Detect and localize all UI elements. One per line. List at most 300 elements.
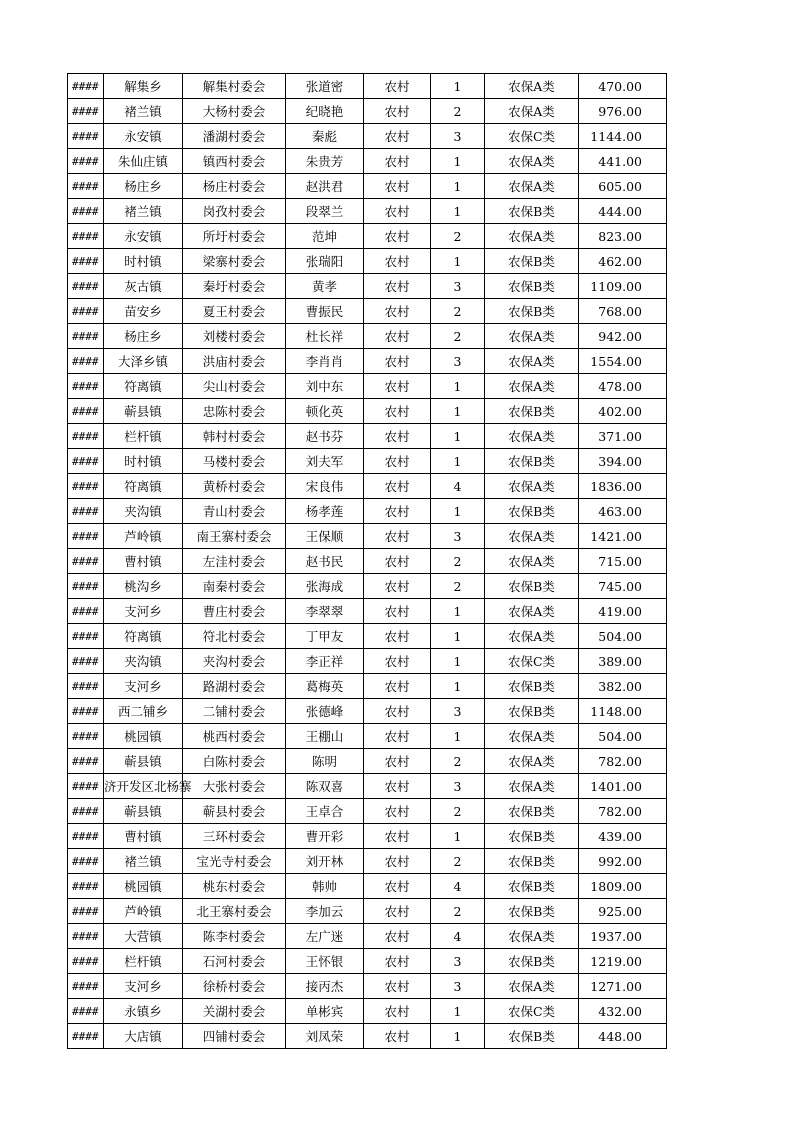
row-id-cell: ####	[68, 324, 104, 349]
row-id-cell: ####	[68, 874, 104, 899]
name-cell: 张道密	[286, 74, 364, 99]
category-cell: 农保C类	[485, 649, 579, 674]
row-id-cell: ####	[68, 699, 104, 724]
town-cell: 朱仙庄镇	[104, 149, 183, 174]
village-cell: 桃东村委会	[183, 874, 286, 899]
amount-cell: 448.00	[579, 1024, 667, 1049]
name-cell: 刘开林	[286, 849, 364, 874]
table-row	[68, 74, 667, 99]
area-type-cell: 农村	[364, 649, 431, 674]
row-id-cell: ####	[68, 199, 104, 224]
town-cell: 时村镇	[104, 449, 183, 474]
category-cell: 农保A类	[485, 349, 579, 374]
count-cell: 2	[431, 799, 485, 824]
name-cell: 宋良伟	[286, 474, 364, 499]
category-cell: 农保B类	[485, 574, 579, 599]
town-cell: 永安镇	[104, 224, 183, 249]
town-cell: 褚兰镇	[104, 849, 183, 874]
town-cell: 苗安乡	[104, 299, 183, 324]
table-row	[68, 549, 667, 574]
town-cell: 褚兰镇	[104, 199, 183, 224]
amount-cell: 782.00	[579, 749, 667, 774]
count-cell: 3	[431, 949, 485, 974]
count-cell: 1	[431, 149, 485, 174]
amount-cell: 504.00	[579, 624, 667, 649]
name-cell: 王怀银	[286, 949, 364, 974]
count-cell: 1	[431, 249, 485, 274]
amount-cell: 976.00	[579, 99, 667, 124]
area-type-cell: 农村	[364, 224, 431, 249]
amount-cell: 925.00	[579, 899, 667, 924]
amount-cell: 1401.00	[579, 774, 667, 799]
category-cell: 农保B类	[485, 674, 579, 699]
area-type-cell: 农村	[364, 599, 431, 624]
area-type-cell: 农村	[364, 849, 431, 874]
amount-cell: 1836.00	[579, 474, 667, 499]
town-cell: 符离镇	[104, 374, 183, 399]
table-row	[68, 649, 667, 674]
row-id-cell: ####	[68, 674, 104, 699]
village-cell: 洪庙村委会	[183, 349, 286, 374]
category-cell: 农保C类	[485, 124, 579, 149]
name-cell: 李肖肖	[286, 349, 364, 374]
category-cell: 农保B类	[485, 274, 579, 299]
village-cell: 所圩村委会	[183, 224, 286, 249]
amount-cell: 504.00	[579, 724, 667, 749]
amount-cell: 1148.00	[579, 699, 667, 724]
row-id-cell: ####	[68, 424, 104, 449]
amount-cell: 463.00	[579, 499, 667, 524]
category-cell: 农保B类	[485, 949, 579, 974]
name-cell: 曹振民	[286, 299, 364, 324]
count-cell: 2	[431, 224, 485, 249]
village-cell: 忠陈村委会	[183, 399, 286, 424]
amount-cell: 942.00	[579, 324, 667, 349]
village-cell: 梁寨村委会	[183, 249, 286, 274]
category-cell: 农保C类	[485, 999, 579, 1024]
amount-cell: 1219.00	[579, 949, 667, 974]
count-cell: 4	[431, 874, 485, 899]
category-cell: 农保A类	[485, 324, 579, 349]
table-row	[68, 749, 667, 774]
count-cell: 1	[431, 724, 485, 749]
category-cell: 农保A类	[485, 724, 579, 749]
village-cell: 蕲县村委会	[183, 799, 286, 824]
row-id-cell: ####	[68, 774, 104, 799]
table-row	[68, 799, 667, 824]
count-cell: 3	[431, 349, 485, 374]
row-id-cell: ####	[68, 124, 104, 149]
village-cell: 大张村委会	[183, 774, 286, 799]
village-cell: 解集村委会	[183, 74, 286, 99]
table-row	[68, 499, 667, 524]
name-cell: 王保顺	[286, 524, 364, 549]
table-row	[68, 924, 667, 949]
area-type-cell: 农村	[364, 749, 431, 774]
town-cell: 灰古镇	[104, 274, 183, 299]
row-id-cell: ####	[68, 349, 104, 374]
area-type-cell: 农村	[364, 674, 431, 699]
village-cell: 三环村委会	[183, 824, 286, 849]
amount-cell: 782.00	[579, 799, 667, 824]
count-cell: 3	[431, 974, 485, 999]
town-cell: 支河乡	[104, 974, 183, 999]
amount-cell: 444.00	[579, 199, 667, 224]
amount-cell: 478.00	[579, 374, 667, 399]
village-cell: 南王寨村委会	[183, 524, 286, 549]
name-cell: 王棚山	[286, 724, 364, 749]
area-type-cell: 农村	[364, 499, 431, 524]
table-row	[68, 449, 667, 474]
count-cell: 3	[431, 524, 485, 549]
row-id-cell: ####	[68, 849, 104, 874]
name-cell: 杨孝莲	[286, 499, 364, 524]
town-cell: 褚兰镇	[104, 99, 183, 124]
category-cell: 农保A类	[485, 424, 579, 449]
category-cell: 农保B类	[485, 199, 579, 224]
table-row	[68, 474, 667, 499]
category-cell: 农保B类	[485, 799, 579, 824]
table-row	[68, 249, 667, 274]
table-row	[68, 324, 667, 349]
row-id-cell: ####	[68, 799, 104, 824]
town-cell: 曹村镇	[104, 549, 183, 574]
name-cell: 赵书芬	[286, 424, 364, 449]
amount-cell: 745.00	[579, 574, 667, 599]
row-id-cell: ####	[68, 624, 104, 649]
count-cell: 1	[431, 449, 485, 474]
village-cell: 路湖村委会	[183, 674, 286, 699]
amount-cell: 1809.00	[579, 874, 667, 899]
village-cell: 镇西村委会	[183, 149, 286, 174]
category-cell: 农保B类	[485, 299, 579, 324]
amount-cell: 1271.00	[579, 974, 667, 999]
village-cell: 北王寨村委会	[183, 899, 286, 924]
category-cell: 农保A类	[485, 74, 579, 99]
table-row	[68, 999, 667, 1024]
area-type-cell: 农村	[364, 699, 431, 724]
count-cell: 1	[431, 74, 485, 99]
name-cell: 左广迷	[286, 924, 364, 949]
amount-cell: 768.00	[579, 299, 667, 324]
town-cell: 杨庄乡	[104, 324, 183, 349]
amount-cell: 1421.00	[579, 524, 667, 549]
row-id-cell: ####	[68, 224, 104, 249]
category-cell: 农保A类	[485, 624, 579, 649]
village-cell: 马楼村委会	[183, 449, 286, 474]
category-cell: 农保A类	[485, 474, 579, 499]
table-row	[68, 524, 667, 549]
town-cell: 大营镇	[104, 924, 183, 949]
area-type-cell: 农村	[364, 374, 431, 399]
table-row	[68, 624, 667, 649]
area-type-cell: 农村	[364, 124, 431, 149]
amount-cell: 389.00	[579, 649, 667, 674]
table-row	[68, 299, 667, 324]
amount-cell: 382.00	[579, 674, 667, 699]
table-row	[68, 974, 667, 999]
row-id-cell: ####	[68, 599, 104, 624]
town-cell: 符离镇	[104, 624, 183, 649]
town-cell: 桃园镇	[104, 724, 183, 749]
village-cell: 夹沟村委会	[183, 649, 286, 674]
row-id-cell: ####	[68, 999, 104, 1024]
town-cell: 栏杆镇	[104, 424, 183, 449]
count-cell: 1	[431, 999, 485, 1024]
amount-cell: 441.00	[579, 149, 667, 174]
area-type-cell: 农村	[364, 424, 431, 449]
table-row	[68, 124, 667, 149]
row-id-cell: ####	[68, 474, 104, 499]
row-id-cell: ####	[68, 724, 104, 749]
village-cell: 大杨村委会	[183, 99, 286, 124]
category-cell: 农保B类	[485, 449, 579, 474]
count-cell: 1	[431, 199, 485, 224]
area-type-cell: 农村	[364, 449, 431, 474]
table-row	[68, 949, 667, 974]
category-cell: 农保A类	[485, 974, 579, 999]
name-cell: 范坤	[286, 224, 364, 249]
amount-cell: 1109.00	[579, 274, 667, 299]
name-cell: 张德峰	[286, 699, 364, 724]
area-type-cell: 农村	[364, 724, 431, 749]
count-cell: 1	[431, 824, 485, 849]
town-cell: 永安镇	[104, 124, 183, 149]
name-cell: 赵洪君	[286, 174, 364, 199]
town-cell: 芦岭镇	[104, 524, 183, 549]
name-cell: 葛梅英	[286, 674, 364, 699]
area-type-cell: 农村	[364, 174, 431, 199]
count-cell: 1	[431, 649, 485, 674]
name-cell: 朱贵芳	[286, 149, 364, 174]
area-type-cell: 农村	[364, 274, 431, 299]
count-cell: 2	[431, 849, 485, 874]
category-cell: 农保A类	[485, 174, 579, 199]
amount-cell: 470.00	[579, 74, 667, 99]
village-cell: 徐桥村委会	[183, 974, 286, 999]
area-type-cell: 农村	[364, 524, 431, 549]
area-type-cell: 农村	[364, 899, 431, 924]
count-cell: 2	[431, 299, 485, 324]
category-cell: 农保A类	[485, 99, 579, 124]
category-cell: 农保A类	[485, 549, 579, 574]
count-cell: 3	[431, 774, 485, 799]
area-type-cell: 农村	[364, 824, 431, 849]
name-cell: 刘中东	[286, 374, 364, 399]
name-cell: 纪晓艳	[286, 99, 364, 124]
area-type-cell: 农村	[364, 924, 431, 949]
area-type-cell: 农村	[364, 974, 431, 999]
town-cell: 曹村镇	[104, 824, 183, 849]
amount-cell: 462.00	[579, 249, 667, 274]
name-cell: 顿化英	[286, 399, 364, 424]
count-cell: 4	[431, 474, 485, 499]
town-cell: 蕲县镇	[104, 799, 183, 824]
table-row	[68, 274, 667, 299]
name-cell: 单彬宾	[286, 999, 364, 1024]
name-cell: 陈明	[286, 749, 364, 774]
table-row	[68, 824, 667, 849]
village-cell: 宝光寺村委会	[183, 849, 286, 874]
row-id-cell: ####	[68, 249, 104, 274]
village-cell: 左洼村委会	[183, 549, 286, 574]
row-id-cell: ####	[68, 649, 104, 674]
count-cell: 2	[431, 574, 485, 599]
row-id-cell: ####	[68, 524, 104, 549]
name-cell: 韩帅	[286, 874, 364, 899]
area-type-cell: 农村	[364, 349, 431, 374]
name-cell: 丁甲友	[286, 624, 364, 649]
amount-cell: 432.00	[579, 999, 667, 1024]
category-cell: 农保B类	[485, 499, 579, 524]
area-type-cell: 农村	[364, 874, 431, 899]
village-cell: 白陈村委会	[183, 749, 286, 774]
town-cell: 大店镇	[104, 1024, 183, 1049]
name-cell: 刘夫军	[286, 449, 364, 474]
row-id-cell: ####	[68, 374, 104, 399]
name-cell: 曹开彩	[286, 824, 364, 849]
count-cell: 2	[431, 549, 485, 574]
count-cell: 1	[431, 399, 485, 424]
name-cell: 陈双喜	[286, 774, 364, 799]
area-type-cell: 农村	[364, 774, 431, 799]
count-cell: 1	[431, 374, 485, 399]
name-cell: 王卓合	[286, 799, 364, 824]
village-cell: 黄桥村委会	[183, 474, 286, 499]
row-id-cell: ####	[68, 499, 104, 524]
count-cell: 2	[431, 324, 485, 349]
row-id-cell: ####	[68, 549, 104, 574]
name-cell: 段翠兰	[286, 199, 364, 224]
town-cell: 夹沟镇	[104, 649, 183, 674]
town-cell: 芦岭镇	[104, 899, 183, 924]
town-cell: 桃园镇	[104, 874, 183, 899]
table-row	[68, 699, 667, 724]
town-cell: 桃沟乡	[104, 574, 183, 599]
village-cell: 四铺村委会	[183, 1024, 286, 1049]
town-cell: 济开发区北杨寨	[104, 774, 183, 799]
category-cell: 农保B类	[485, 874, 579, 899]
category-cell: 农保A类	[485, 774, 579, 799]
count-cell: 3	[431, 124, 485, 149]
row-id-cell: ####	[68, 899, 104, 924]
village-cell: 青山村委会	[183, 499, 286, 524]
count-cell: 1	[431, 674, 485, 699]
area-type-cell: 农村	[364, 299, 431, 324]
row-id-cell: ####	[68, 1024, 104, 1049]
row-id-cell: ####	[68, 149, 104, 174]
village-cell: 韩村村委会	[183, 424, 286, 449]
row-id-cell: ####	[68, 824, 104, 849]
category-cell: 农保A类	[485, 924, 579, 949]
table-row	[68, 1024, 667, 1049]
amount-cell: 992.00	[579, 849, 667, 874]
village-cell: 尖山村委会	[183, 374, 286, 399]
village-cell: 岗孜村委会	[183, 199, 286, 224]
row-id-cell: ####	[68, 274, 104, 299]
category-cell: 农保B类	[485, 699, 579, 724]
amount-cell: 605.00	[579, 174, 667, 199]
village-cell: 符北村委会	[183, 624, 286, 649]
village-cell: 潘湖村委会	[183, 124, 286, 149]
table-row	[68, 174, 667, 199]
row-id-cell: ####	[68, 574, 104, 599]
count-cell: 4	[431, 924, 485, 949]
name-cell: 秦彪	[286, 124, 364, 149]
count-cell: 1	[431, 599, 485, 624]
row-id-cell: ####	[68, 924, 104, 949]
village-cell: 南秦村委会	[183, 574, 286, 599]
table-row	[68, 849, 667, 874]
village-cell: 陈李村委会	[183, 924, 286, 949]
table-row	[68, 724, 667, 749]
town-cell: 支河乡	[104, 599, 183, 624]
area-type-cell: 农村	[364, 574, 431, 599]
row-id-cell: ####	[68, 399, 104, 424]
count-cell: 1	[431, 174, 485, 199]
town-cell: 栏杆镇	[104, 949, 183, 974]
category-cell: 农保B类	[485, 824, 579, 849]
area-type-cell: 农村	[364, 999, 431, 1024]
count-cell: 1	[431, 499, 485, 524]
count-cell: 1	[431, 424, 485, 449]
name-cell: 张海成	[286, 574, 364, 599]
row-id-cell: ####	[68, 99, 104, 124]
town-cell: 杨庄乡	[104, 174, 183, 199]
area-type-cell: 农村	[364, 474, 431, 499]
category-cell: 农保B类	[485, 849, 579, 874]
table-row	[68, 899, 667, 924]
count-cell: 2	[431, 899, 485, 924]
village-cell: 曹庄村委会	[183, 599, 286, 624]
amount-cell: 1144.00	[579, 124, 667, 149]
table-row	[68, 99, 667, 124]
data-table	[67, 73, 667, 1049]
amount-cell: 439.00	[579, 824, 667, 849]
amount-cell: 715.00	[579, 549, 667, 574]
area-type-cell: 农村	[364, 74, 431, 99]
table-row	[68, 674, 667, 699]
table-row	[68, 374, 667, 399]
area-type-cell: 农村	[364, 399, 431, 424]
count-cell: 3	[431, 699, 485, 724]
table-row	[68, 774, 667, 799]
town-cell: 大泽乡镇	[104, 349, 183, 374]
row-id-cell: ####	[68, 449, 104, 474]
name-cell: 黄孝	[286, 274, 364, 299]
category-cell: 农保A类	[485, 524, 579, 549]
table-row	[68, 199, 667, 224]
category-cell: 农保A类	[485, 149, 579, 174]
town-cell: 符离镇	[104, 474, 183, 499]
name-cell: 刘凤荣	[286, 1024, 364, 1049]
area-type-cell: 农村	[364, 799, 431, 824]
town-cell: 时村镇	[104, 249, 183, 274]
town-cell: 西二铺乡	[104, 699, 183, 724]
category-cell: 农保B类	[485, 399, 579, 424]
table-row	[68, 149, 667, 174]
row-id-cell: ####	[68, 74, 104, 99]
town-cell: 解集乡	[104, 74, 183, 99]
name-cell: 张瑞阳	[286, 249, 364, 274]
category-cell: 农保A类	[485, 599, 579, 624]
area-type-cell: 农村	[364, 549, 431, 574]
category-cell: 农保A类	[485, 374, 579, 399]
row-id-cell: ####	[68, 949, 104, 974]
table-row	[68, 599, 667, 624]
village-cell: 关湖村委会	[183, 999, 286, 1024]
town-cell: 支河乡	[104, 674, 183, 699]
